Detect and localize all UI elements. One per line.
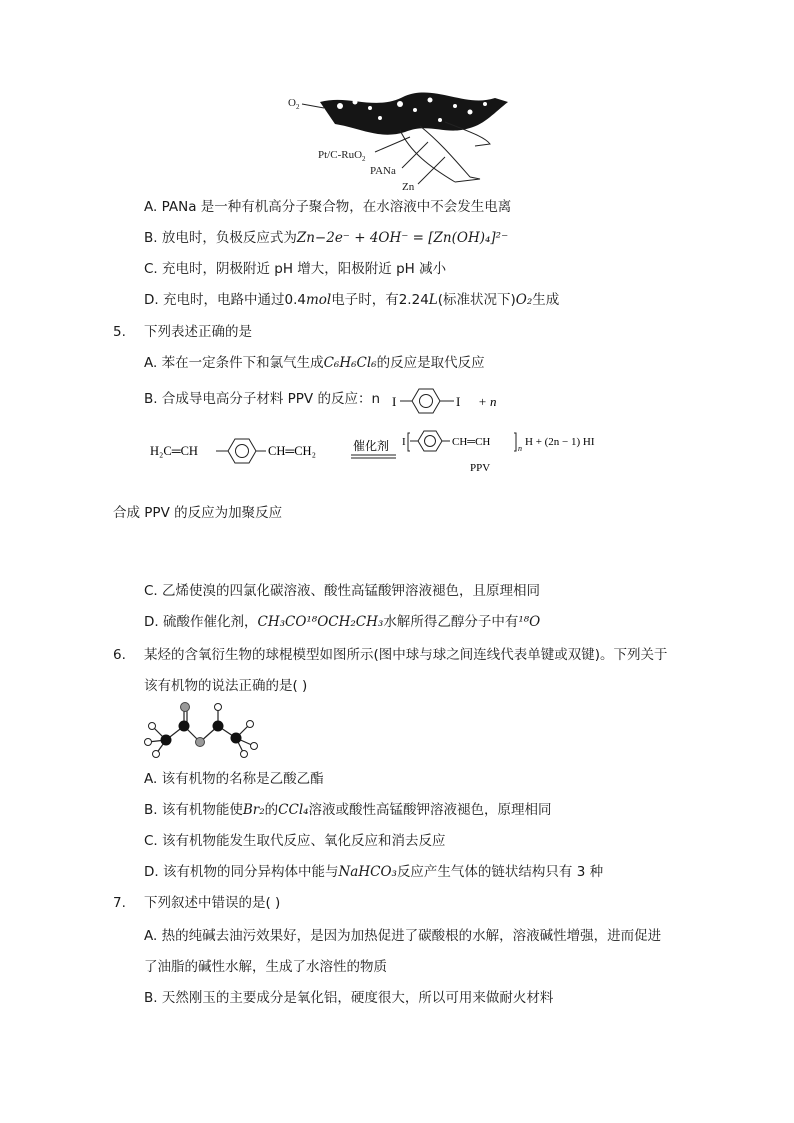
q7-option-b: B. 天然刚玉的主要成分是氧化铝，硬度很大，所以可用来做耐火材料 — [144, 990, 554, 1006]
q4-option-d-unit: mol — [305, 292, 332, 308]
product-iodine: I — [402, 436, 406, 448]
q7-option-a-line1: A. 热的纯碱去油污效果好，是因为加热促进了碳酸根的水解，溶液碱性增强，进而促进 — [144, 928, 662, 944]
q4-option-d-o2: O₂ — [515, 292, 533, 308]
q6-number: 6. — [113, 647, 126, 663]
q6-option-d-formula: NaHCO₃ — [338, 864, 397, 880]
q5-option-d-mid: 水解所得乙醇分子中有 — [383, 614, 519, 630]
catalyst-label: 催化剂 — [353, 439, 390, 453]
product-byproduct: H + (2n − 1) HI — [525, 436, 595, 448]
q4-option-c: C. 充电时，阴极附近 pH 增大，阳极附近 pH 减小 — [144, 261, 447, 277]
q5-option-a-formula: C₆H₆Cl₆ — [323, 355, 377, 371]
q6-option-d-text: D. 该有机物的同分异构体中能与 — [144, 864, 339, 880]
iodine-left: I — [392, 394, 397, 409]
q6-option-d — [144, 862, 603, 882]
q6-option-a: A. 该有机物的名称是乙酸乙酯 — [144, 771, 324, 787]
reactant-diiodobenzene — [388, 384, 518, 418]
q5-option-d-isotope: ¹⁸O — [518, 614, 541, 630]
q6-option-b-br2: Br₂ — [242, 802, 265, 818]
q6-stem-line2: 该有机物的说法正确的是( ) — [144, 678, 308, 694]
label-o2: $O_2$ — [288, 97, 300, 111]
ppv-reaction — [148, 424, 628, 478]
q7-stem: 下列叙述中错误的是( ) — [144, 895, 281, 911]
q4-option-b — [144, 228, 508, 248]
q5-option-c: C. 乙烯使溴的四氯化碳溶液、酸性高锰酸钾溶液褪色，且原理相同 — [144, 583, 541, 599]
q5-option-a-suffix: 的反应是取代反应 — [376, 355, 485, 371]
q4-option-d-cond: (标准状况下) — [437, 292, 516, 308]
q5-option-b: B. 合成导电高分子材料 PPV 的反应：n — [144, 391, 380, 407]
ball-stick-model — [138, 702, 268, 758]
q6-option-d-suffix: 反应产生气体的链状结构只有 3 种 — [396, 864, 604, 880]
q6-option-b — [144, 800, 552, 820]
q4-option-a: A. PANa 是一种有机高分子聚合物，在水溶液中不会发生电离 — [144, 199, 512, 215]
product-name-ppv: PPV — [470, 462, 491, 474]
label-zn: Zn — [402, 181, 415, 193]
q6-option-c: C. 该有机物能发生取代反应、氧化反应和消去反应 — [144, 833, 446, 849]
q4-option-b-text: B. 放电时，负极反应式为 — [144, 230, 297, 246]
vinyl-left: H₂C═CH — [150, 444, 198, 458]
q6-option-b-text: B. 该有机物能使 — [144, 802, 243, 818]
q4-option-d-volume: 2.24 — [398, 292, 429, 308]
q4-option-d — [144, 290, 559, 310]
q5-option-d-text: D. 硫酸作催化剂， — [144, 614, 258, 630]
battery-diagram — [280, 82, 530, 197]
iodine-right: I — [456, 394, 461, 409]
product-n: n — [518, 444, 522, 453]
q4-option-d-vol-unit: L — [428, 292, 438, 308]
product-vinylene: CH═CH — [452, 436, 491, 448]
q4-option-d-mid: 电子时，有 — [331, 292, 399, 308]
q4-option-d-amount: 0.4 — [284, 292, 306, 308]
q7-option-a-line2: 了油脂的碱性水解，生成了水溶性的物质 — [144, 959, 387, 975]
q5-option-b-note: 合成 PPV 的反应为加聚反应 — [113, 505, 283, 521]
q4-option-d-suffix: 生成 — [532, 292, 560, 308]
plus-n: + n — [478, 394, 497, 409]
label-electrode: Pt/C-RuO$_2$ — [318, 149, 366, 163]
q5-option-a — [144, 353, 485, 373]
q5-option-d — [144, 612, 540, 632]
q5-option-a-text: A. 苯在一定条件下和氯气生成 — [144, 355, 324, 371]
q6-option-b-of: 的 — [264, 802, 279, 818]
q7-number: 7. — [113, 895, 126, 911]
q6-option-b-ccl4: CCl₄ — [278, 802, 309, 818]
q6-stem-line1: 某烃的含氧衍生物的球棍模型如图所示(图中球与球之间连线代表单键或双键)。下列关于 — [144, 647, 668, 663]
q6-option-b-suffix: 溶液或酸性高锰酸钾溶液褪色，原理相同 — [308, 802, 552, 818]
q5-number: 5. — [113, 324, 126, 340]
q5-option-d-formula: CH₃CO¹⁸OCH₂CH₃ — [257, 614, 384, 630]
q4-option-d-text: D. 充电时，电路中通过 — [144, 292, 285, 308]
vinyl-right: CH═CH₂ — [268, 444, 316, 458]
label-panna: PANa — [370, 165, 396, 177]
q4-option-b-equation: Zn−2e⁻ + 4OH⁻ = [Zn(OH)₄]²⁻ — [296, 230, 509, 246]
q5-stem: 下列表述正确的是 — [144, 324, 252, 340]
